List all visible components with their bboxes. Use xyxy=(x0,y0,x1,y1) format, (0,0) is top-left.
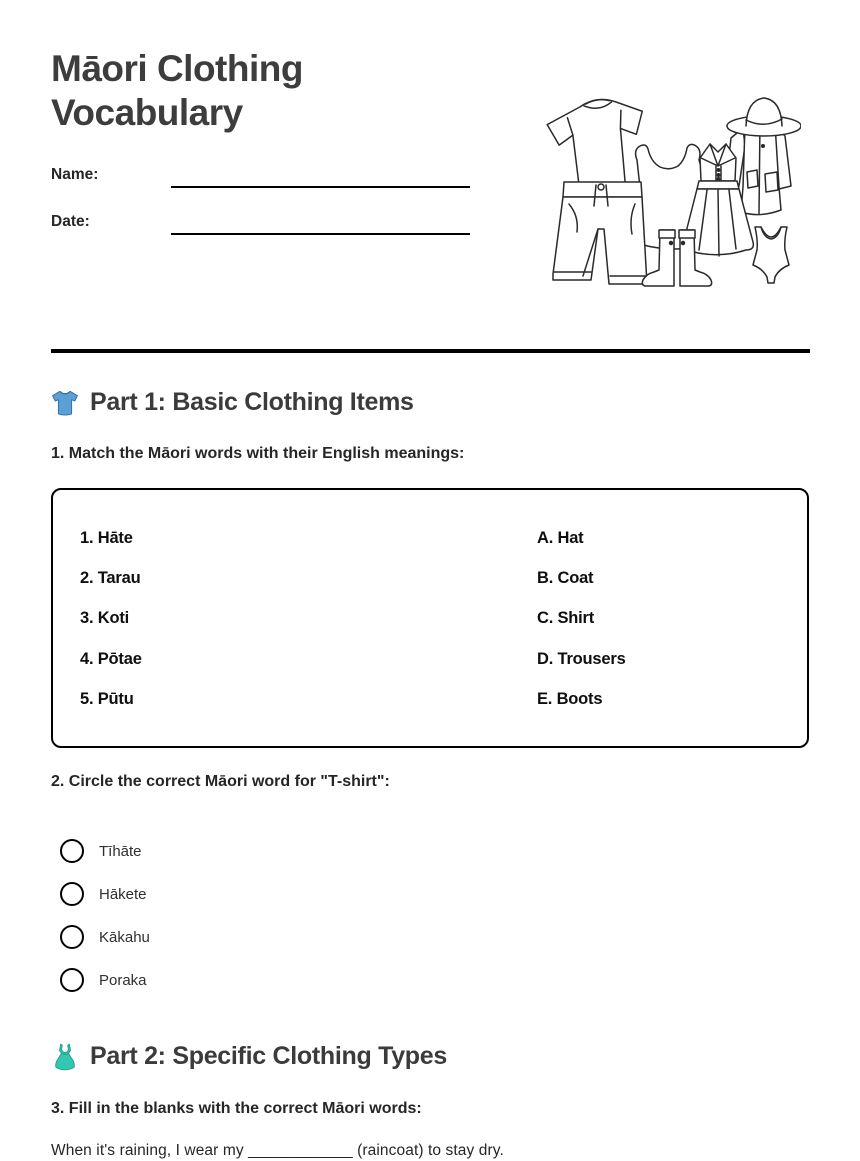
question2-prompt: 2. Circle the correct Māori word for "T-shirt": xyxy=(51,773,390,790)
date-label: Date: xyxy=(51,213,90,230)
english-meaning-item: A. Hat xyxy=(537,528,584,547)
radio-option-label: Poraka xyxy=(99,971,147,989)
radio-button[interactable] xyxy=(60,839,84,863)
section-divider xyxy=(51,349,810,353)
question1-prompt: 1. Match the Māori words with their English meanings: xyxy=(51,445,465,462)
part1-heading xyxy=(51,388,414,417)
english-meanings-column xyxy=(537,518,626,720)
maori-word-item: 2. Tarau xyxy=(80,569,141,588)
radio-option-label: Tīhāte xyxy=(99,842,142,860)
fill-in-sentence[interactable]: When it's raining, I wear my ____________ (raincoat) to stay dry. xyxy=(51,1142,504,1159)
radio-button[interactable] xyxy=(60,968,84,992)
maori-word-item: 5. Pūtu xyxy=(80,690,134,709)
radio-option-row xyxy=(60,924,150,950)
clothing-illustration xyxy=(533,86,801,300)
page-title: Māori Clothing Vocabulary xyxy=(51,48,303,133)
name-input-line[interactable] xyxy=(171,186,470,188)
radio-option-row xyxy=(60,838,150,864)
english-meaning-item: D. Trousers xyxy=(537,649,626,668)
name-label: Name: xyxy=(51,166,99,183)
part2-heading-label: Part 2: Specific Clothing Types xyxy=(90,1042,447,1070)
radio-option-label: Kākahu xyxy=(99,928,150,946)
question3-prompt: 3. Fill in the blanks with the correct Māori words: xyxy=(51,1100,422,1117)
radio-option-label: Hākete xyxy=(99,885,147,903)
part1-heading-label: Part 1: Basic Clothing Items xyxy=(90,388,414,416)
maori-word-item: 1. Hāte xyxy=(80,528,133,547)
radio-option-row xyxy=(60,881,150,907)
maori-word-item: 3. Koti xyxy=(80,609,130,628)
english-meaning-item: B. Coat xyxy=(537,569,594,588)
radio-option-row xyxy=(60,967,150,993)
date-input-line[interactable] xyxy=(171,233,470,235)
maori-word-item: 4. Pōtae xyxy=(80,649,142,668)
radio-button[interactable] xyxy=(60,925,84,949)
maori-words-column xyxy=(80,518,142,720)
date-field-row xyxy=(51,213,471,237)
part2-heading xyxy=(51,1042,447,1071)
dress-icon xyxy=(51,1043,79,1071)
radio-button[interactable] xyxy=(60,882,84,906)
name-field-row xyxy=(51,166,471,190)
english-meaning-item: E. Boots xyxy=(537,690,603,709)
english-meaning-item: C. Shirt xyxy=(537,609,595,628)
question2-options xyxy=(60,838,150,1010)
tshirt-icon xyxy=(51,389,79,417)
matching-box xyxy=(51,488,809,748)
